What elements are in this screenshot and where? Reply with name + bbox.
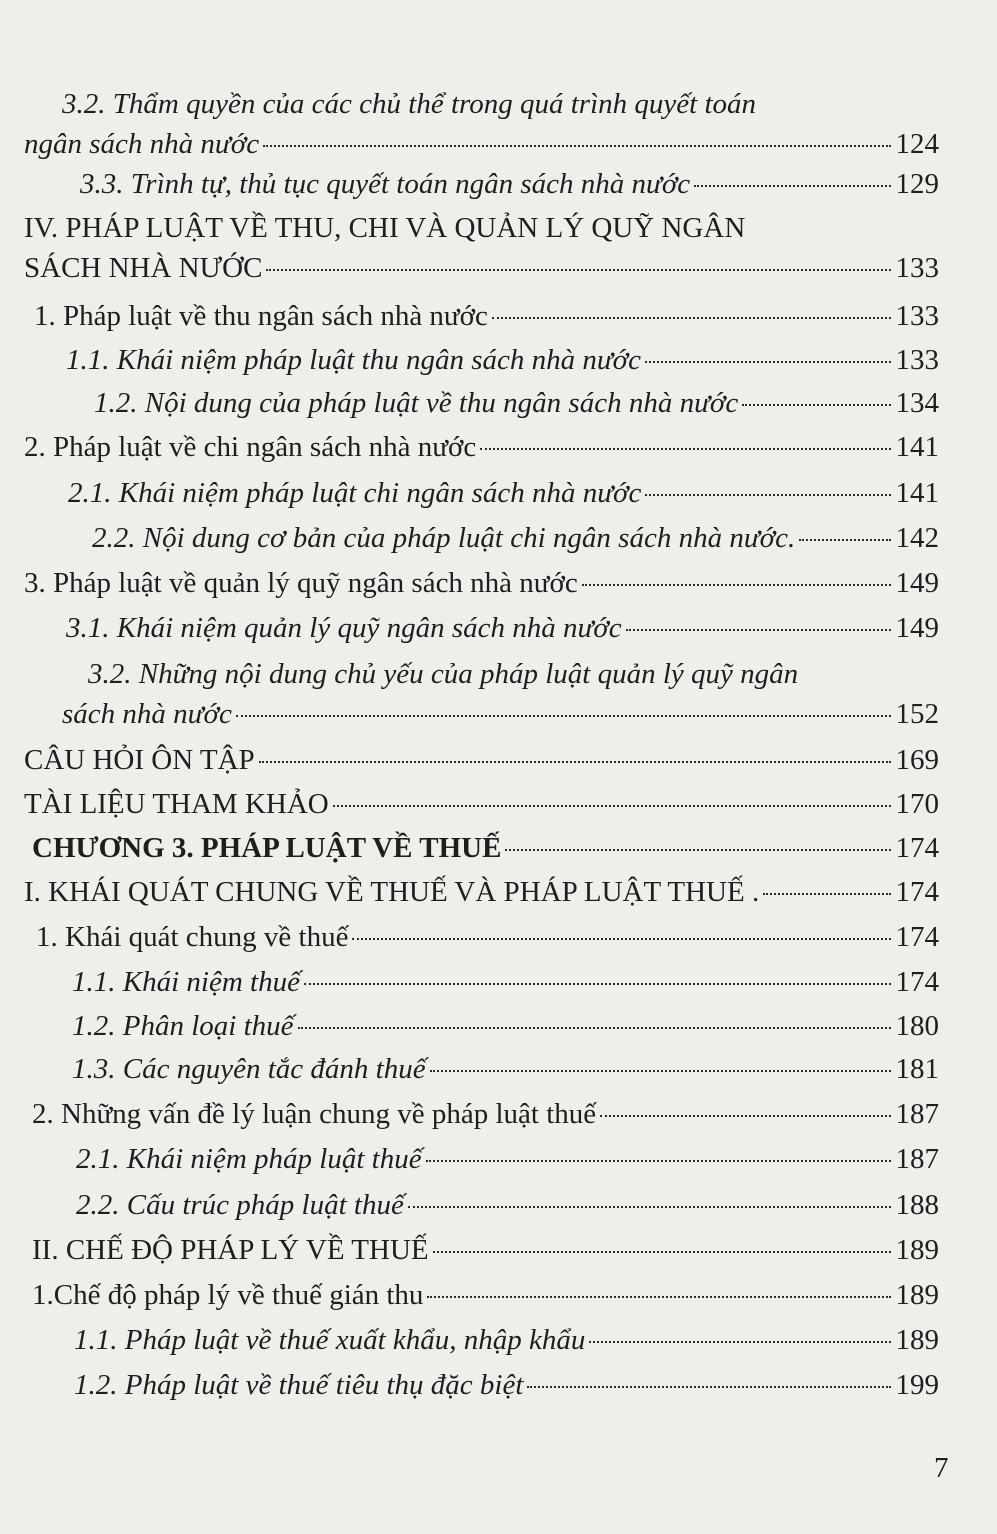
toc-entry <box>0 1006 997 1046</box>
toc-entry <box>0 473 997 513</box>
toc-entry-title: 2.2. Nội dung cơ bản của pháp luật chi ngân sách nhà nước. <box>92 522 796 554</box>
toc-entry <box>0 828 997 868</box>
dot-leader <box>645 494 890 496</box>
dot-leader <box>427 1296 890 1298</box>
dot-leader <box>433 1251 891 1253</box>
toc-entry <box>0 1094 997 1134</box>
toc-entry-title: 3.2. Thẩm quyền của các chủ thể trong quá trình quyết toán <box>62 88 757 120</box>
toc-entry <box>0 962 997 1002</box>
toc-entry-title: 3.2. Những nội dung chủ yếu của pháp luật quản lý quỹ ngân <box>88 658 799 690</box>
toc-entry-page: 189 <box>895 1279 939 1311</box>
toc-entry-title: 3.3. Trình tự, thủ tục quyết toán ngân sách nhà nước <box>80 168 691 200</box>
toc-entry-page: 181 <box>895 1053 939 1085</box>
toc-entry-title: sách nhà nước <box>62 698 232 730</box>
toc-entry-page: 124 <box>895 128 939 160</box>
toc-entry <box>0 608 997 648</box>
toc-entry <box>0 1139 997 1179</box>
toc-entry-title: 1.1. Khái niệm pháp luật thu ngân sách nhà nước <box>66 344 642 376</box>
toc-entry-title: 1.2. Pháp luật về thuế tiêu thụ đặc biệt <box>74 1369 524 1401</box>
toc-entry-title: 1.Chế độ pháp lý về thuế gián thu <box>32 1279 424 1311</box>
toc-entry-title: SÁCH NHÀ NƯỚC <box>24 252 263 284</box>
dot-leader <box>236 715 891 717</box>
toc-entry-title: 1.1. Khái niệm thuế <box>72 966 300 998</box>
toc-entry-page: 189 <box>895 1234 939 1266</box>
dot-leader <box>527 1386 890 1388</box>
dot-leader <box>694 185 890 187</box>
toc-entry-page: 174 <box>895 876 939 908</box>
toc-entry-page: 142 <box>895 522 939 554</box>
toc-entry-title: 1.3. Các nguyên tắc đánh thuế <box>72 1053 426 1085</box>
dot-leader <box>298 1027 891 1029</box>
toc-entry <box>0 1185 997 1225</box>
toc-entry <box>0 296 997 336</box>
toc-entry-title: 2.1. Khái niệm pháp luật thuế <box>76 1143 422 1175</box>
dot-leader <box>352 938 890 940</box>
toc-entry <box>0 427 997 467</box>
toc-entry-title: ngân sách nhà nước <box>24 128 260 160</box>
toc-entry-page: 187 <box>895 1098 939 1130</box>
toc-entry-page: 152 <box>895 698 939 730</box>
toc-entry <box>0 784 997 824</box>
dot-leader <box>763 893 890 895</box>
toc-entry-page: 174 <box>895 921 939 953</box>
toc-entry-title: CHƯƠNG 3. PHÁP LUẬT VỀ THUẾ <box>32 832 502 864</box>
toc-entry-page: 141 <box>895 477 939 509</box>
toc-entry-title: II. CHẾ ĐỘ PHÁP LÝ VỀ THUẾ <box>32 1234 429 1266</box>
toc-entry-page: 174 <box>895 832 939 864</box>
toc-entry-title: TÀI LIỆU THAM KHẢO <box>24 788 329 820</box>
dot-leader <box>263 145 890 147</box>
dot-leader <box>333 805 891 807</box>
toc-entry-page: 134 <box>895 387 939 419</box>
toc-entry-title: IV. PHÁP LUẬT VỀ THU, CHI VÀ QUẢN LÝ QUỸ NGÂN <box>24 212 746 244</box>
dot-leader <box>626 629 891 631</box>
toc-entry-title: 3.1. Khái niệm quản lý quỹ ngân sách nhà nước <box>66 612 622 644</box>
dot-leader <box>505 849 890 851</box>
toc-entry-title: CÂU HỎI ÔN TẬP <box>24 744 255 776</box>
toc-entry <box>0 654 997 734</box>
dot-leader <box>589 1341 890 1343</box>
dot-leader <box>492 317 891 319</box>
toc-entry-page: 141 <box>895 431 939 463</box>
toc-entry-title: 2.1. Khái niệm pháp luật chi ngân sách nhà nước <box>68 477 642 509</box>
dot-leader <box>600 1115 890 1117</box>
dot-leader <box>304 983 891 985</box>
dot-leader <box>430 1070 891 1072</box>
toc-entry-page: 149 <box>895 612 939 644</box>
dot-leader <box>408 1206 891 1208</box>
toc-entry-title: 1.2. Nội dung của pháp luật về thu ngân sách nhà nước <box>94 387 739 419</box>
toc-entry-page: 133 <box>895 252 939 284</box>
dot-leader <box>799 539 890 541</box>
toc-entry-page: 180 <box>895 1010 939 1042</box>
dot-leader <box>645 361 890 363</box>
toc-entry-title: I. KHÁI QUÁT CHUNG VỀ THUẾ VÀ PHÁP LUẬT THUẾ . <box>24 876 760 908</box>
toc-entry-page: 149 <box>895 567 939 599</box>
toc-entry-title: 1. Pháp luật về thu ngân sách nhà nước <box>34 300 488 332</box>
toc-entry-title: 1. Khái quát chung về thuế <box>36 921 349 953</box>
dot-leader <box>582 584 891 586</box>
toc-entry-title: 1.2. Phân loại thuế <box>72 1010 294 1042</box>
toc-entry <box>0 917 997 957</box>
toc-entry <box>0 1275 997 1315</box>
toc-entry-page: 129 <box>895 168 939 200</box>
toc-entry-page: 189 <box>895 1324 939 1356</box>
toc-entry <box>0 1049 997 1089</box>
toc-entry-title: 2. Những vấn đề lý luận chung về pháp luật thuế <box>32 1098 597 1130</box>
toc-entry <box>0 872 997 912</box>
toc-entry <box>0 563 997 603</box>
dot-leader <box>742 404 890 406</box>
toc-entry <box>0 340 997 380</box>
toc-entry-title: 1.1. Pháp luật về thuế xuất khẩu, nhập khẩu <box>74 1324 586 1356</box>
toc-entry <box>0 383 997 423</box>
toc-entry-page: 133 <box>895 344 939 376</box>
toc-entry-page: 199 <box>895 1369 939 1401</box>
toc-entry <box>0 1320 997 1360</box>
page-number: 7 <box>934 1452 949 1484</box>
dot-leader <box>480 448 890 450</box>
toc-entry-page: 174 <box>895 966 939 998</box>
toc-entry-page: 169 <box>895 744 939 776</box>
toc-entry <box>0 208 997 288</box>
toc-entry-page: 187 <box>895 1143 939 1175</box>
toc-entry-page: 188 <box>895 1189 939 1221</box>
toc-entry-title: 2. Pháp luật về chi ngân sách nhà nước <box>24 431 477 463</box>
toc-entry <box>0 740 997 780</box>
toc-entry <box>0 518 997 558</box>
toc-entry <box>0 164 997 204</box>
toc-entry-page: 133 <box>895 300 939 332</box>
toc-entry-page: 170 <box>895 788 939 820</box>
dot-leader <box>426 1160 891 1162</box>
dot-leader <box>266 269 890 271</box>
dot-leader <box>259 761 891 763</box>
toc-entry-title: 2.2. Cấu trúc pháp luật thuế <box>76 1189 404 1221</box>
toc-entry <box>0 1230 997 1270</box>
toc-entry <box>0 1365 997 1405</box>
toc-entry <box>0 84 997 164</box>
toc-entry-title: 3. Pháp luật về quản lý quỹ ngân sách nhà nước <box>24 567 578 599</box>
